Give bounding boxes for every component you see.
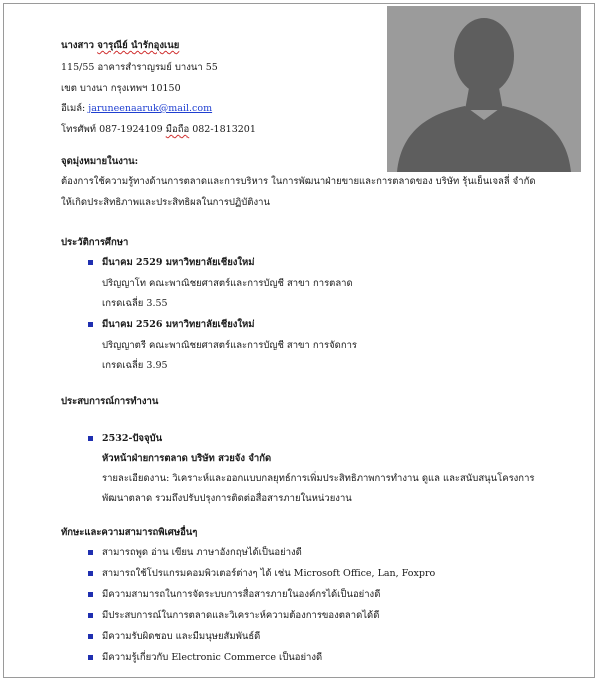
name-prefix: นางสาว bbox=[61, 40, 94, 51]
bullet-icon bbox=[88, 592, 93, 597]
skill-item: มีประสบการณ์ในการตลาดและวิเคราะห์ความต้องการของตลาดได้ดี bbox=[102, 610, 380, 621]
bullet-icon bbox=[88, 634, 93, 639]
experience-1-details-2: พัฒนาตลาด รวมถึงปรับปรุงการติดต่อสื่อสารภายในหน่วยงาน bbox=[102, 493, 352, 504]
education-heading: ประวัติการศึกษา bbox=[61, 237, 129, 248]
education-2-gpa: เกรดเฉลี่ย 3.95 bbox=[102, 360, 168, 371]
phone-value: 087-1924109 bbox=[99, 124, 163, 135]
bullet-icon bbox=[88, 550, 93, 555]
experience-heading: ประสบการณ์การทำงาน bbox=[61, 396, 159, 407]
email-row bbox=[61, 102, 212, 115]
bullet-icon bbox=[88, 436, 93, 441]
objective-line-1: ต้องการใช้ความรู้ทางด้านการตลาดและการบริหาร ในการพัฒนาฝ่ายขายและการตลาดของ บริษัท รุ้นเย็นเจลลี่ จำกัด bbox=[61, 176, 536, 187]
mobile-label: มือถือ bbox=[165, 124, 190, 135]
education-1-degree: ปริญญาโท คณะพาณิชยศาสตร์และการบัญชี สาขา การตลาด bbox=[102, 278, 353, 289]
education-1-gpa: เกรดเฉลี่ย 3.55 bbox=[102, 298, 168, 309]
profile-photo bbox=[387, 6, 581, 172]
experience-1-details-1: รายละเอียดงาน: วิเคราะห์และออกแบบกลยุทธ์การเพิ่มประสิทธิภาพการทำงาน ดูแล และสนับสนุนโครงการ bbox=[102, 473, 535, 484]
skill-item: มีความรู้เกี่ยวกับ Electronic Commerce เป็นอย่างดี bbox=[102, 652, 323, 663]
bullet-icon bbox=[88, 322, 93, 327]
experience-1-period: 2532-ปัจจุบัน bbox=[102, 433, 163, 444]
bullet-icon bbox=[88, 655, 93, 660]
objective-heading: จุดมุ่งหมายในงาน: bbox=[61, 156, 139, 167]
experience-1-position: หัวหน้าฝ่ายการตลาด บริษัท สวยจัง จำกัด bbox=[102, 453, 272, 464]
email-link[interactable]: jaruneenaaruk@mail.com bbox=[88, 103, 213, 114]
resume-page bbox=[3, 3, 595, 678]
phone-label: โทรศัพท์ bbox=[61, 124, 97, 135]
bullet-icon bbox=[88, 260, 93, 265]
email-label: อีเมล์: bbox=[61, 103, 86, 114]
objective-line-2: ให้เกิดประสิทธิภาพและประสิทธิผลในการปฏิบัติงาน bbox=[61, 197, 270, 208]
address-line-2: เขต บางนา กรุงเทพฯ 10150 bbox=[61, 83, 181, 94]
education-1-title: มีนาคม 2529 มหาวิทยาลัยเชียงใหม่ bbox=[102, 257, 255, 268]
skills-heading: ทักษะและความสามารถพิเศษอื่นๆ bbox=[61, 527, 198, 538]
skill-item: สามารถใช้โปรแกรมคอมพิวเตอร์ต่างๆ ได้ เช่น Microsoft Office, Lan, Foxpro bbox=[102, 568, 436, 579]
bullet-icon bbox=[88, 571, 93, 576]
skill-item: มีความรับผิดชอบ และมีมนุษยสัมพันธ์ดี bbox=[102, 631, 261, 642]
mobile-value: 082-1813201 bbox=[192, 124, 256, 135]
person-silhouette-icon bbox=[387, 6, 581, 172]
skill-item: สามารถพูด อ่าน เขียน ภาษาอังกฤษได้เป็นอย่างดี bbox=[102, 547, 302, 558]
bullet-icon bbox=[88, 613, 93, 618]
name-value: จารุณีย์ นำรักอุงเนย bbox=[97, 40, 180, 51]
skill-item: มีความสามารถในการจัดระบบการสื่อสารภายในองค์กรได้เป็นอย่างดี bbox=[102, 589, 381, 600]
education-2-title: มีนาคม 2526 มหาวิทยาลัยเชียงใหม่ bbox=[102, 319, 255, 330]
address-line-1: 115/55 อาคารสำราญรมย์ บางนา 55 bbox=[61, 62, 218, 73]
full-name bbox=[61, 39, 179, 52]
education-2-degree: ปริญญาตรี คณะพาณิชยศาสตร์และการบัญชี สาขา การจัดการ bbox=[102, 340, 358, 351]
phone-row bbox=[61, 123, 256, 136]
